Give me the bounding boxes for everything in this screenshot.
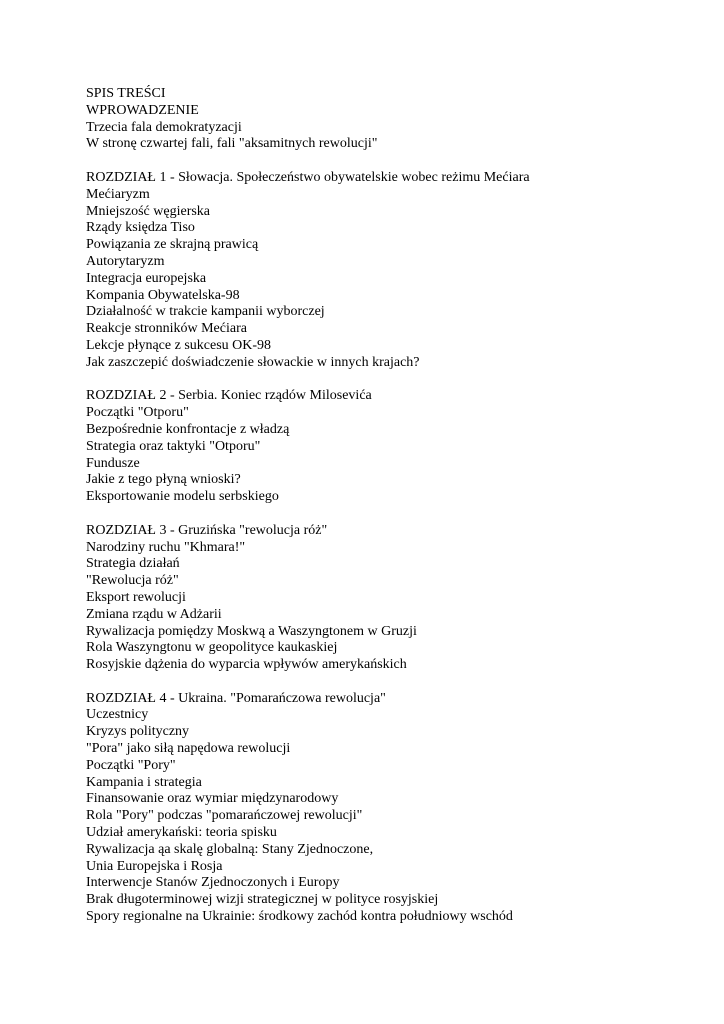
spacer [86, 674, 686, 691]
toc-entry: Uczestnicy [86, 707, 149, 723]
toc-entry: Kampania i strategia [86, 774, 202, 790]
toc-entry: Początki "Otporu" [86, 405, 189, 421]
chapter-title: ROZDZIAŁ 2 - Serbia. Koniec rządów Milosevića [86, 388, 372, 404]
chapter-3 [86, 523, 686, 674]
toc-entry: Mećiaryzm [86, 186, 150, 202]
toc-entry: Rywalizacja pomiędzy Moskwą a Waszyngtonem w Gruzji [86, 623, 417, 639]
chapter-4 [86, 691, 686, 926]
toc-entry: Rola "Pory" podczas "pomarańczowej rewolucji" [86, 808, 363, 824]
toc-header [86, 86, 686, 153]
toc-entry: Strategia oraz taktyki "Otporu" [86, 438, 261, 454]
toc-entry: Interwencje Stanów Zjednoczonych i Europy [86, 875, 340, 891]
chapter-2 [86, 388, 686, 506]
toc-entry: Spory regionalne na Ukrainie: środkowy zachód kontra południowy wschód [86, 909, 513, 925]
toc-entry: Działalność w trakcie kampanii wyborczej [86, 304, 325, 320]
toc-entry: Autorytaryzm [86, 253, 165, 269]
toc-entry: Finansowanie oraz wymiar międzynarodowy [86, 791, 339, 807]
chapter-1 [86, 170, 686, 372]
chapter-title: ROZDZIAŁ 3 - Gruzińska "rewolucja róż" [86, 522, 328, 538]
toc-entry: Zmiana rządu w Adżarii [86, 606, 222, 622]
toc-entry: Strategia działań [86, 556, 180, 572]
toc-entry: Jakie z tego płyną wnioski? [86, 472, 241, 488]
toc-entry: W stronę czwartej fali, fali "aksamitnych rewolucji" [86, 136, 378, 152]
toc-entry: "Pora" jako siłą napędowa rewolucji [86, 741, 291, 757]
toc-entry: Jak zaszczepić doświadczenie słowackie w innych krajach? [86, 354, 420, 370]
toc-entry: Rywalizacja ąa skalę globalną: Stany Zjednoczone, [86, 841, 374, 857]
toc-entry: Unia Europejska i Rosja [86, 858, 223, 874]
toc-entry: Kryzys polityczny [86, 724, 190, 740]
toc-entry: Początki "Pory" [86, 757, 176, 773]
spacer [86, 506, 686, 523]
toc-entry: Powiązania ze skrajną prawicą [86, 237, 259, 253]
toc-entry: Rola Waszyngtonu w geopolityce kaukaskiej [86, 640, 338, 656]
toc-entry: Bezpośrednie konfrontacje z władzą [86, 421, 290, 437]
toc-entry: Trzecia fala demokratyzacji [86, 119, 242, 135]
toc-entry: Eksport rewolucji [86, 589, 186, 605]
chapter-title: ROZDZIAŁ 1 - Słowacja. Społeczeństwo obywatelskie wobec reżimu Mećiara [86, 169, 530, 185]
toc-entry: Mniejszość węgierska [86, 203, 211, 219]
toc-entry: Brak długoterminowej wizji strategicznej w polityce rosyjskiej [86, 892, 439, 908]
toc-entry: Integracja europejska [86, 270, 207, 286]
toc-entry: Fundusze [86, 455, 140, 471]
toc-entry: Narodziny ruchu "Khmara!" [86, 539, 246, 555]
toc-entry: Rządy księdza Tiso [86, 220, 195, 236]
toc-entry: Lekcje płynące z sukcesu OK-98 [86, 337, 272, 353]
toc-entry: Udział amerykański: teoria spisku [86, 825, 277, 841]
toc-title: SPIS TREŚCI [86, 86, 166, 101]
spacer [86, 153, 686, 170]
chapter-title: ROZDZIAŁ 4 - Ukraina. "Pomarańczowa rewolucja" [86, 690, 386, 706]
toc-entry: WPROWADZENIE [86, 102, 199, 118]
document-page [86, 86, 686, 926]
toc-entry: Reakcje stronników Mećiara [86, 321, 247, 337]
spacer [86, 372, 686, 389]
toc-entry: Rosyjskie dążenia do wyparcia wpływów amerykańskich [86, 657, 407, 673]
toc-entry: Kompania Obywatelska-98 [86, 287, 240, 303]
toc-entry: Eksportowanie modelu serbskiego [86, 489, 279, 505]
toc-entry: "Rewolucja róż" [86, 573, 179, 589]
